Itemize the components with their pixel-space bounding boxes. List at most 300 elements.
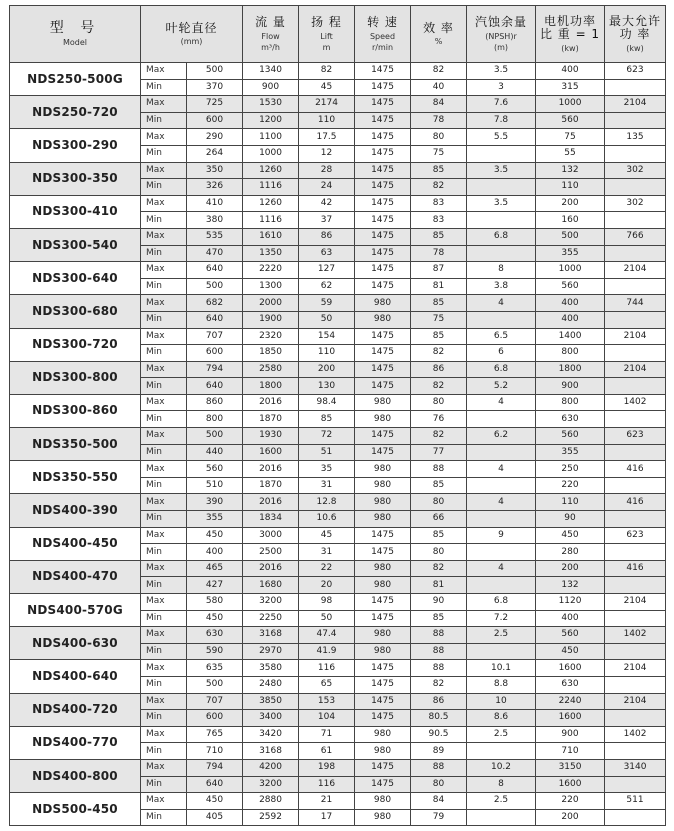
npsh-cell: 7.8	[467, 112, 536, 129]
flow-cell: 1000	[243, 145, 299, 162]
model-cell: NDS300-860	[10, 394, 141, 427]
flow-cell: 2016	[243, 494, 299, 511]
lift-cell: 31	[299, 477, 355, 494]
label-cell: Max	[141, 527, 187, 544]
label-cell: Max	[141, 793, 187, 810]
impeller-diameter-cell: 640	[187, 311, 243, 328]
impeller-diameter-cell: 510	[187, 477, 243, 494]
lift-cell: 20	[299, 577, 355, 594]
motor-power-cell: 75	[536, 129, 605, 146]
lift-cell: 37	[299, 212, 355, 229]
npsh-cell: 5.2	[467, 378, 536, 395]
speed-cell: 1475	[355, 676, 411, 693]
lift-cell: 71	[299, 726, 355, 743]
label-cell: Min	[141, 643, 187, 660]
npsh-cell: 7.6	[467, 96, 536, 113]
flow-cell: 1530	[243, 96, 299, 113]
model-cell: NDS500-450	[10, 793, 141, 826]
npsh-cell: 8.8	[467, 676, 536, 693]
model-cell: NDS300-640	[10, 262, 141, 295]
motor-power-cell: 220	[536, 793, 605, 810]
impeller-diameter-cell: 350	[187, 162, 243, 179]
lift-cell: 24	[299, 179, 355, 196]
lift-cell: 104	[299, 710, 355, 727]
label-cell: Min	[141, 311, 187, 328]
label-cell: Max	[141, 394, 187, 411]
efficiency-cell: 82	[411, 345, 467, 362]
motor-power-cell: 132	[536, 162, 605, 179]
model-cell: NDS300-350	[10, 162, 141, 195]
motor-power-cell: 110	[536, 179, 605, 196]
flow-cell: 1930	[243, 428, 299, 445]
impeller-diameter-cell: 707	[187, 328, 243, 345]
efficiency-cell: 88	[411, 660, 467, 677]
max-power-cell: 135	[605, 129, 666, 146]
npsh-cell: 2.5	[467, 793, 536, 810]
impeller-diameter-cell: 860	[187, 394, 243, 411]
pump-spec-table	[9, 5, 666, 826]
npsh-cell: 4	[467, 560, 536, 577]
label-cell: Max	[141, 162, 187, 179]
efficiency-cell: 83	[411, 212, 467, 229]
flow-cell: 1300	[243, 278, 299, 295]
table-row	[10, 195, 666, 212]
efficiency-cell: 75	[411, 311, 467, 328]
motor-power-cell: 220	[536, 477, 605, 494]
max-power-cell: 2104	[605, 262, 666, 279]
flow-cell: 2500	[243, 544, 299, 561]
label-cell: Min	[141, 79, 187, 96]
max-power-cell	[605, 676, 666, 693]
efficiency-cell: 80.5	[411, 710, 467, 727]
npsh-cell: 6.8	[467, 594, 536, 611]
max-power-cell	[605, 743, 666, 760]
max-power-cell: 302	[605, 195, 666, 212]
impeller-diameter-cell: 264	[187, 145, 243, 162]
label-cell: Max	[141, 627, 187, 644]
motor-power-cell: 1600	[536, 776, 605, 793]
motor-power-cell: 355	[536, 444, 605, 461]
flow-cell: 2016	[243, 560, 299, 577]
npsh-cell	[467, 743, 536, 760]
flow-cell: 2220	[243, 262, 299, 279]
efficiency-cell: 85	[411, 328, 467, 345]
label-cell: Min	[141, 278, 187, 295]
table-row	[10, 793, 666, 810]
speed-cell: 980	[355, 627, 411, 644]
speed-cell: 1475	[355, 162, 411, 179]
npsh-cell	[467, 411, 536, 428]
label-cell: Min	[141, 776, 187, 793]
impeller-diameter-cell: 380	[187, 212, 243, 229]
max-power-cell	[605, 477, 666, 494]
label-cell: Max	[141, 726, 187, 743]
flow-cell: 1200	[243, 112, 299, 129]
speed-cell: 1475	[355, 195, 411, 212]
speed-cell: 980	[355, 809, 411, 826]
efficiency-cell: 77	[411, 444, 467, 461]
efficiency-cell: 86	[411, 361, 467, 378]
impeller-diameter-cell: 707	[187, 693, 243, 710]
motor-power-cell: 160	[536, 212, 605, 229]
motor-power-cell: 110	[536, 494, 605, 511]
model-cell: NDS400-470	[10, 560, 141, 593]
efficiency-cell: 80	[411, 544, 467, 561]
flow-cell: 2970	[243, 643, 299, 660]
lift-cell: 130	[299, 378, 355, 395]
model-cell: NDS400-630	[10, 627, 141, 660]
impeller-diameter-cell: 400	[187, 544, 243, 561]
label-cell: Max	[141, 461, 187, 478]
impeller-diameter-cell: 355	[187, 511, 243, 528]
speed-cell: 1475	[355, 96, 411, 113]
max-power-cell: 766	[605, 228, 666, 245]
speed-cell: 980	[355, 494, 411, 511]
impeller-diameter-cell: 580	[187, 594, 243, 611]
label-cell: Min	[141, 145, 187, 162]
efficiency-cell: 80	[411, 129, 467, 146]
motor-power-cell: 2240	[536, 693, 605, 710]
max-power-cell: 744	[605, 295, 666, 312]
flow-cell: 1680	[243, 577, 299, 594]
max-power-cell: 2104	[605, 328, 666, 345]
label-cell: Max	[141, 129, 187, 146]
label-cell: Max	[141, 361, 187, 378]
impeller-diameter-cell: 500	[187, 63, 243, 80]
impeller-diameter-cell: 500	[187, 428, 243, 445]
npsh-cell: 6.8	[467, 228, 536, 245]
speed-cell: 1475	[355, 129, 411, 146]
impeller-diameter-cell: 635	[187, 660, 243, 677]
label-cell: Min	[141, 245, 187, 262]
lift-cell: 116	[299, 660, 355, 677]
motor-power-cell: 315	[536, 79, 605, 96]
speed-cell: 980	[355, 643, 411, 660]
efficiency-cell: 89	[411, 743, 467, 760]
max-power-cell	[605, 112, 666, 129]
speed-cell: 1475	[355, 79, 411, 96]
npsh-cell: 7.2	[467, 610, 536, 627]
motor-power-cell: 1800	[536, 361, 605, 378]
motor-power-cell: 450	[536, 643, 605, 660]
max-power-cell	[605, 643, 666, 660]
max-power-cell: 623	[605, 63, 666, 80]
lift-cell: 2174	[299, 96, 355, 113]
max-power-cell	[605, 179, 666, 196]
speed-cell: 1475	[355, 245, 411, 262]
max-power-cell: 2104	[605, 660, 666, 677]
speed-cell: 980	[355, 394, 411, 411]
motor-power-cell: 560	[536, 112, 605, 129]
flow-cell: 2016	[243, 394, 299, 411]
lift-cell: 21	[299, 793, 355, 810]
flow-cell: 2016	[243, 461, 299, 478]
efficiency-cell: 85	[411, 295, 467, 312]
label-cell: Max	[141, 494, 187, 511]
label-cell: Min	[141, 610, 187, 627]
header-efficiency: 效 率 %	[411, 6, 467, 63]
efficiency-cell: 90	[411, 594, 467, 611]
efficiency-cell: 88	[411, 643, 467, 660]
label-cell: Max	[141, 660, 187, 677]
max-power-cell: 1402	[605, 627, 666, 644]
speed-cell: 980	[355, 411, 411, 428]
efficiency-cell: 66	[411, 511, 467, 528]
impeller-diameter-cell: 800	[187, 411, 243, 428]
header-model: 型 号 Model	[10, 6, 141, 63]
lift-cell: 12.8	[299, 494, 355, 511]
table-row	[10, 660, 666, 677]
efficiency-cell: 81	[411, 577, 467, 594]
lift-cell: 154	[299, 328, 355, 345]
lift-cell: 65	[299, 676, 355, 693]
speed-cell: 1475	[355, 544, 411, 561]
speed-cell: 1475	[355, 660, 411, 677]
impeller-diameter-cell: 465	[187, 560, 243, 577]
npsh-cell: 2.5	[467, 726, 536, 743]
impeller-diameter-cell: 640	[187, 378, 243, 395]
speed-cell: 980	[355, 311, 411, 328]
lift-cell: 153	[299, 693, 355, 710]
npsh-cell	[467, 577, 536, 594]
speed-cell: 1475	[355, 361, 411, 378]
label-cell: Max	[141, 759, 187, 776]
npsh-cell: 4	[467, 461, 536, 478]
speed-cell: 1475	[355, 527, 411, 544]
speed-cell: 980	[355, 511, 411, 528]
impeller-diameter-cell: 390	[187, 494, 243, 511]
npsh-cell	[467, 212, 536, 229]
max-power-cell	[605, 145, 666, 162]
npsh-cell	[467, 145, 536, 162]
table-row	[10, 494, 666, 511]
max-power-cell: 623	[605, 527, 666, 544]
efficiency-cell: 85	[411, 162, 467, 179]
max-power-cell	[605, 444, 666, 461]
motor-power-cell: 132	[536, 577, 605, 594]
npsh-cell: 3.5	[467, 162, 536, 179]
motor-power-cell: 1000	[536, 96, 605, 113]
npsh-cell: 3	[467, 79, 536, 96]
speed-cell: 980	[355, 461, 411, 478]
table-row	[10, 96, 666, 113]
model-cell: NDS300-680	[10, 295, 141, 328]
lift-cell: 86	[299, 228, 355, 245]
max-power-cell: 416	[605, 560, 666, 577]
efficiency-cell: 90.5	[411, 726, 467, 743]
max-power-cell: 2104	[605, 693, 666, 710]
lift-cell: 198	[299, 759, 355, 776]
efficiency-cell: 82	[411, 179, 467, 196]
motor-power-cell: 800	[536, 345, 605, 362]
impeller-diameter-cell: 450	[187, 527, 243, 544]
table-row	[10, 228, 666, 245]
max-power-cell	[605, 577, 666, 594]
lift-cell: 98.4	[299, 394, 355, 411]
impeller-diameter-cell: 640	[187, 776, 243, 793]
label-cell: Min	[141, 112, 187, 129]
npsh-cell: 3.5	[467, 195, 536, 212]
max-power-cell	[605, 610, 666, 627]
lift-cell: 45	[299, 79, 355, 96]
npsh-cell: 10.2	[467, 759, 536, 776]
label-cell: Max	[141, 428, 187, 445]
flow-cell: 1260	[243, 162, 299, 179]
impeller-diameter-cell: 600	[187, 710, 243, 727]
speed-cell: 1475	[355, 228, 411, 245]
model-cell: NDS400-570G	[10, 594, 141, 627]
impeller-diameter-cell: 630	[187, 627, 243, 644]
label-cell: Min	[141, 212, 187, 229]
max-power-cell: 1402	[605, 394, 666, 411]
table-row	[10, 162, 666, 179]
flow-cell: 3000	[243, 527, 299, 544]
lift-cell: 85	[299, 411, 355, 428]
motor-power-cell: 280	[536, 544, 605, 561]
table-row	[10, 461, 666, 478]
label-cell: Min	[141, 345, 187, 362]
model-cell: NDS400-800	[10, 759, 141, 792]
efficiency-cell: 80	[411, 494, 467, 511]
lift-cell: 200	[299, 361, 355, 378]
table-row	[10, 262, 666, 279]
flow-cell: 3400	[243, 710, 299, 727]
label-cell: Max	[141, 96, 187, 113]
speed-cell: 1475	[355, 428, 411, 445]
flow-cell: 2000	[243, 295, 299, 312]
label-cell: Min	[141, 444, 187, 461]
motor-power-cell: 560	[536, 278, 605, 295]
flow-cell: 1116	[243, 179, 299, 196]
header-speed: 转 速 Speed r/min	[355, 6, 411, 63]
speed-cell: 1475	[355, 610, 411, 627]
motor-power-cell: 90	[536, 511, 605, 528]
flow-cell: 3420	[243, 726, 299, 743]
npsh-cell: 3.8	[467, 278, 536, 295]
header-flow: 流 量 Flow m³/h	[243, 6, 299, 63]
npsh-cell: 4	[467, 295, 536, 312]
npsh-cell: 6.5	[467, 328, 536, 345]
npsh-cell: 8.6	[467, 710, 536, 727]
flow-cell: 1116	[243, 212, 299, 229]
max-power-cell: 623	[605, 428, 666, 445]
efficiency-cell: 80	[411, 776, 467, 793]
motor-power-cell: 1000	[536, 262, 605, 279]
npsh-cell: 5.5	[467, 129, 536, 146]
model-cell: NDS300-410	[10, 195, 141, 228]
efficiency-cell: 82	[411, 676, 467, 693]
npsh-cell	[467, 809, 536, 826]
motor-power-cell: 200	[536, 809, 605, 826]
speed-cell: 1475	[355, 262, 411, 279]
speed-cell: 980	[355, 726, 411, 743]
label-cell: Min	[141, 710, 187, 727]
impeller-diameter-cell: 765	[187, 726, 243, 743]
impeller-diameter-cell: 370	[187, 79, 243, 96]
table-row	[10, 63, 666, 80]
max-power-cell: 416	[605, 494, 666, 511]
flow-cell: 1870	[243, 411, 299, 428]
npsh-cell: 6.2	[467, 428, 536, 445]
max-power-cell	[605, 544, 666, 561]
speed-cell: 1475	[355, 444, 411, 461]
npsh-cell: 8	[467, 262, 536, 279]
impeller-diameter-cell: 326	[187, 179, 243, 196]
label-cell: Min	[141, 511, 187, 528]
motor-power-cell: 800	[536, 394, 605, 411]
max-power-cell	[605, 278, 666, 295]
speed-cell: 1475	[355, 776, 411, 793]
lift-cell: 61	[299, 743, 355, 760]
speed-cell: 980	[355, 743, 411, 760]
label-cell: Min	[141, 378, 187, 395]
max-power-cell	[605, 79, 666, 96]
npsh-cell	[467, 179, 536, 196]
efficiency-cell: 84	[411, 793, 467, 810]
lift-cell: 110	[299, 112, 355, 129]
efficiency-cell: 82	[411, 378, 467, 395]
impeller-diameter-cell: 794	[187, 759, 243, 776]
lift-cell: 59	[299, 295, 355, 312]
flow-cell: 1834	[243, 511, 299, 528]
motor-power-cell: 900	[536, 726, 605, 743]
lift-cell: 72	[299, 428, 355, 445]
label-cell: Max	[141, 262, 187, 279]
flow-cell: 3850	[243, 693, 299, 710]
speed-cell: 1475	[355, 278, 411, 295]
flow-cell: 2480	[243, 676, 299, 693]
efficiency-cell: 83	[411, 195, 467, 212]
efficiency-cell: 86	[411, 693, 467, 710]
flow-cell: 2592	[243, 809, 299, 826]
efficiency-cell: 88	[411, 759, 467, 776]
efficiency-cell: 82	[411, 560, 467, 577]
flow-cell: 1850	[243, 345, 299, 362]
label-cell: Min	[141, 477, 187, 494]
speed-cell: 1475	[355, 693, 411, 710]
lift-cell: 116	[299, 776, 355, 793]
npsh-cell	[467, 245, 536, 262]
impeller-diameter-cell: 600	[187, 112, 243, 129]
model-cell: NDS250-500G	[10, 63, 141, 96]
flow-cell: 3168	[243, 627, 299, 644]
speed-cell: 1475	[355, 112, 411, 129]
speed-cell: 980	[355, 477, 411, 494]
model-cell: NDS400-770	[10, 726, 141, 759]
header-max-power: 最大允许 功 率 (kw)	[605, 6, 666, 63]
max-power-cell: 3140	[605, 759, 666, 776]
npsh-cell: 4	[467, 494, 536, 511]
npsh-cell	[467, 544, 536, 561]
model-cell: NDS350-500	[10, 428, 141, 461]
flow-cell: 1260	[243, 195, 299, 212]
efficiency-cell: 79	[411, 809, 467, 826]
max-power-cell: 2104	[605, 96, 666, 113]
impeller-diameter-cell: 590	[187, 643, 243, 660]
npsh-cell	[467, 444, 536, 461]
lift-cell: 41.9	[299, 643, 355, 660]
flow-cell: 4200	[243, 759, 299, 776]
efficiency-cell: 87	[411, 262, 467, 279]
lift-cell: 110	[299, 345, 355, 362]
npsh-cell	[467, 311, 536, 328]
model-cell: NDS400-450	[10, 527, 141, 560]
table-row	[10, 361, 666, 378]
impeller-diameter-cell: 450	[187, 793, 243, 810]
model-cell: NDS400-640	[10, 660, 141, 693]
flow-cell: 1610	[243, 228, 299, 245]
impeller-diameter-cell: 410	[187, 195, 243, 212]
